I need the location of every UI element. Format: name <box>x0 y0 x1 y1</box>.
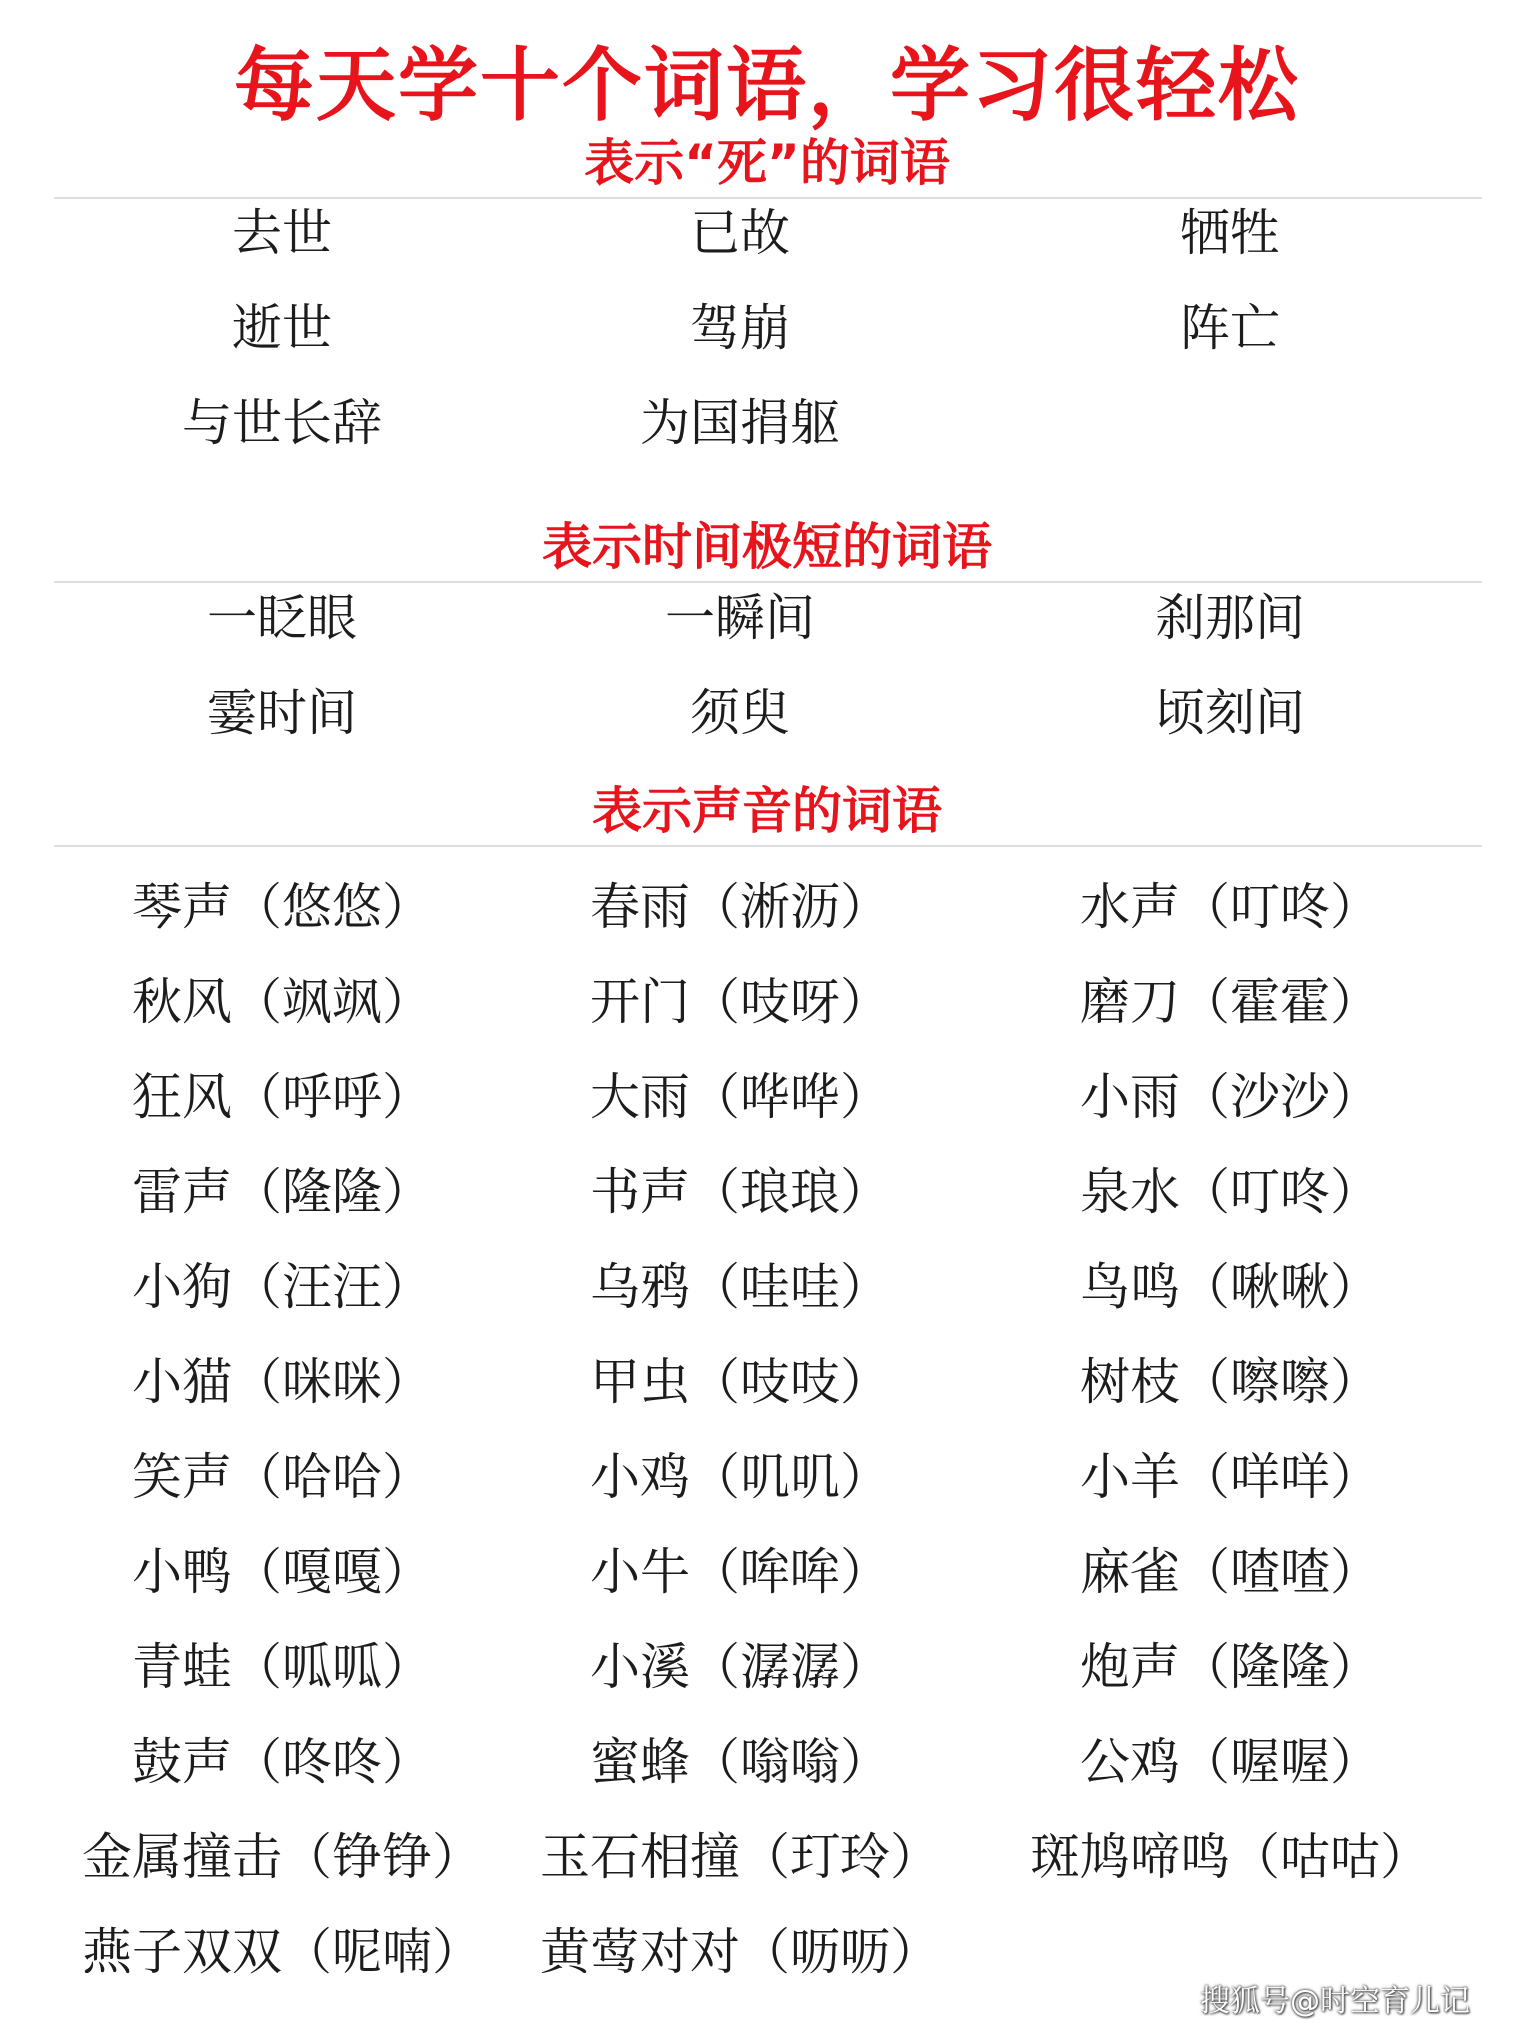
word-item: 已故 <box>690 204 790 262</box>
sound-word-item: 春雨（淅沥） <box>590 878 890 936</box>
sound-word-item: 雷声（隆隆） <box>132 1163 432 1221</box>
section-heading-short-time: 表示时间极短的词语 <box>542 518 992 576</box>
section-heading-death: 表示“死”的词语 <box>584 134 950 192</box>
word-item: 去世 <box>232 204 332 262</box>
sound-word-item: 水声（叮咚） <box>1080 878 1380 936</box>
word-item: 顷刻间 <box>1155 684 1305 742</box>
sound-word-item: 鼓声（咚咚） <box>132 1733 432 1791</box>
word-item: 与世长辞 <box>182 394 382 452</box>
sound-word-item: 小猫（咪咪） <box>132 1353 432 1411</box>
sound-word-item: 笑声（哈哈） <box>132 1448 432 1506</box>
word-item: 刹那间 <box>1155 589 1305 647</box>
sound-word-item: 玉石相撞（玎玲） <box>540 1828 940 1886</box>
sound-word-item: 树枝（嚓嚓） <box>1080 1353 1380 1411</box>
sound-word-item: 炮声（隆隆） <box>1080 1638 1380 1696</box>
word-item: 逝世 <box>232 299 332 357</box>
sound-word-item: 小溪（潺潺） <box>590 1638 890 1696</box>
sound-word-item: 磨刀（霍霍） <box>1080 973 1380 1031</box>
section-divider <box>54 845 1482 847</box>
sound-word-item: 燕子双双（呢喃） <box>82 1923 482 1981</box>
word-item: 霎时间 <box>207 684 357 742</box>
sound-word-item: 小羊（咩咩） <box>1080 1448 1380 1506</box>
sound-word-item: 斑鸠啼鸣（咕咕） <box>1030 1828 1430 1886</box>
sound-word-item: 秋风（飒飒） <box>132 973 432 1031</box>
sound-word-item: 泉水（叮咚） <box>1080 1163 1380 1221</box>
sound-word-item: 狂风（呼呼） <box>132 1068 432 1126</box>
sound-word-item: 黄莺对对（呖呖） <box>540 1923 940 1981</box>
sound-word-item: 蜜蜂（嗡嗡） <box>590 1733 890 1791</box>
word-item: 牺牲 <box>1180 204 1280 262</box>
word-item: 一瞬间 <box>665 589 815 647</box>
sound-word-item: 乌鸦（哇哇） <box>590 1258 890 1316</box>
sound-word-item: 大雨（哗哗） <box>590 1068 890 1126</box>
sound-word-item: 琴声（悠悠） <box>132 878 432 936</box>
sound-word-item: 小鸡（叽叽） <box>590 1448 890 1506</box>
word-item: 一眨眼 <box>207 589 357 647</box>
word-item: 阵亡 <box>1180 299 1280 357</box>
sound-word-item: 小雨（沙沙） <box>1080 1068 1380 1126</box>
section-heading-sounds: 表示声音的词语 <box>592 782 942 840</box>
word-item: 为国捐躯 <box>640 394 840 452</box>
sound-word-item: 书声（琅琅） <box>590 1163 890 1221</box>
watermark: 搜狐号@时空育儿记 <box>1200 1984 1470 2019</box>
sound-word-item: 小狗（汪汪） <box>132 1258 432 1316</box>
sound-word-item: 开门（吱呀） <box>590 973 890 1031</box>
sound-word-item: 甲虫（吱吱） <box>590 1353 890 1411</box>
page-title: 每天学十个词语，学习很轻松 <box>234 39 1300 132</box>
word-item: 驾崩 <box>690 299 790 357</box>
sound-word-item: 公鸡（喔喔） <box>1080 1733 1380 1791</box>
sound-word-item: 小牛（哞哞） <box>590 1543 890 1601</box>
sound-word-item: 麻雀（喳喳） <box>1080 1543 1380 1601</box>
sound-word-item: 青蛙（呱呱） <box>132 1638 432 1696</box>
sound-word-item: 鸟鸣（啾啾） <box>1080 1258 1380 1316</box>
sound-word-item: 金属撞击（铮铮） <box>82 1828 482 1886</box>
sound-word-item: 小鸭（嘎嘎） <box>132 1543 432 1601</box>
word-item: 须臾 <box>690 684 790 742</box>
